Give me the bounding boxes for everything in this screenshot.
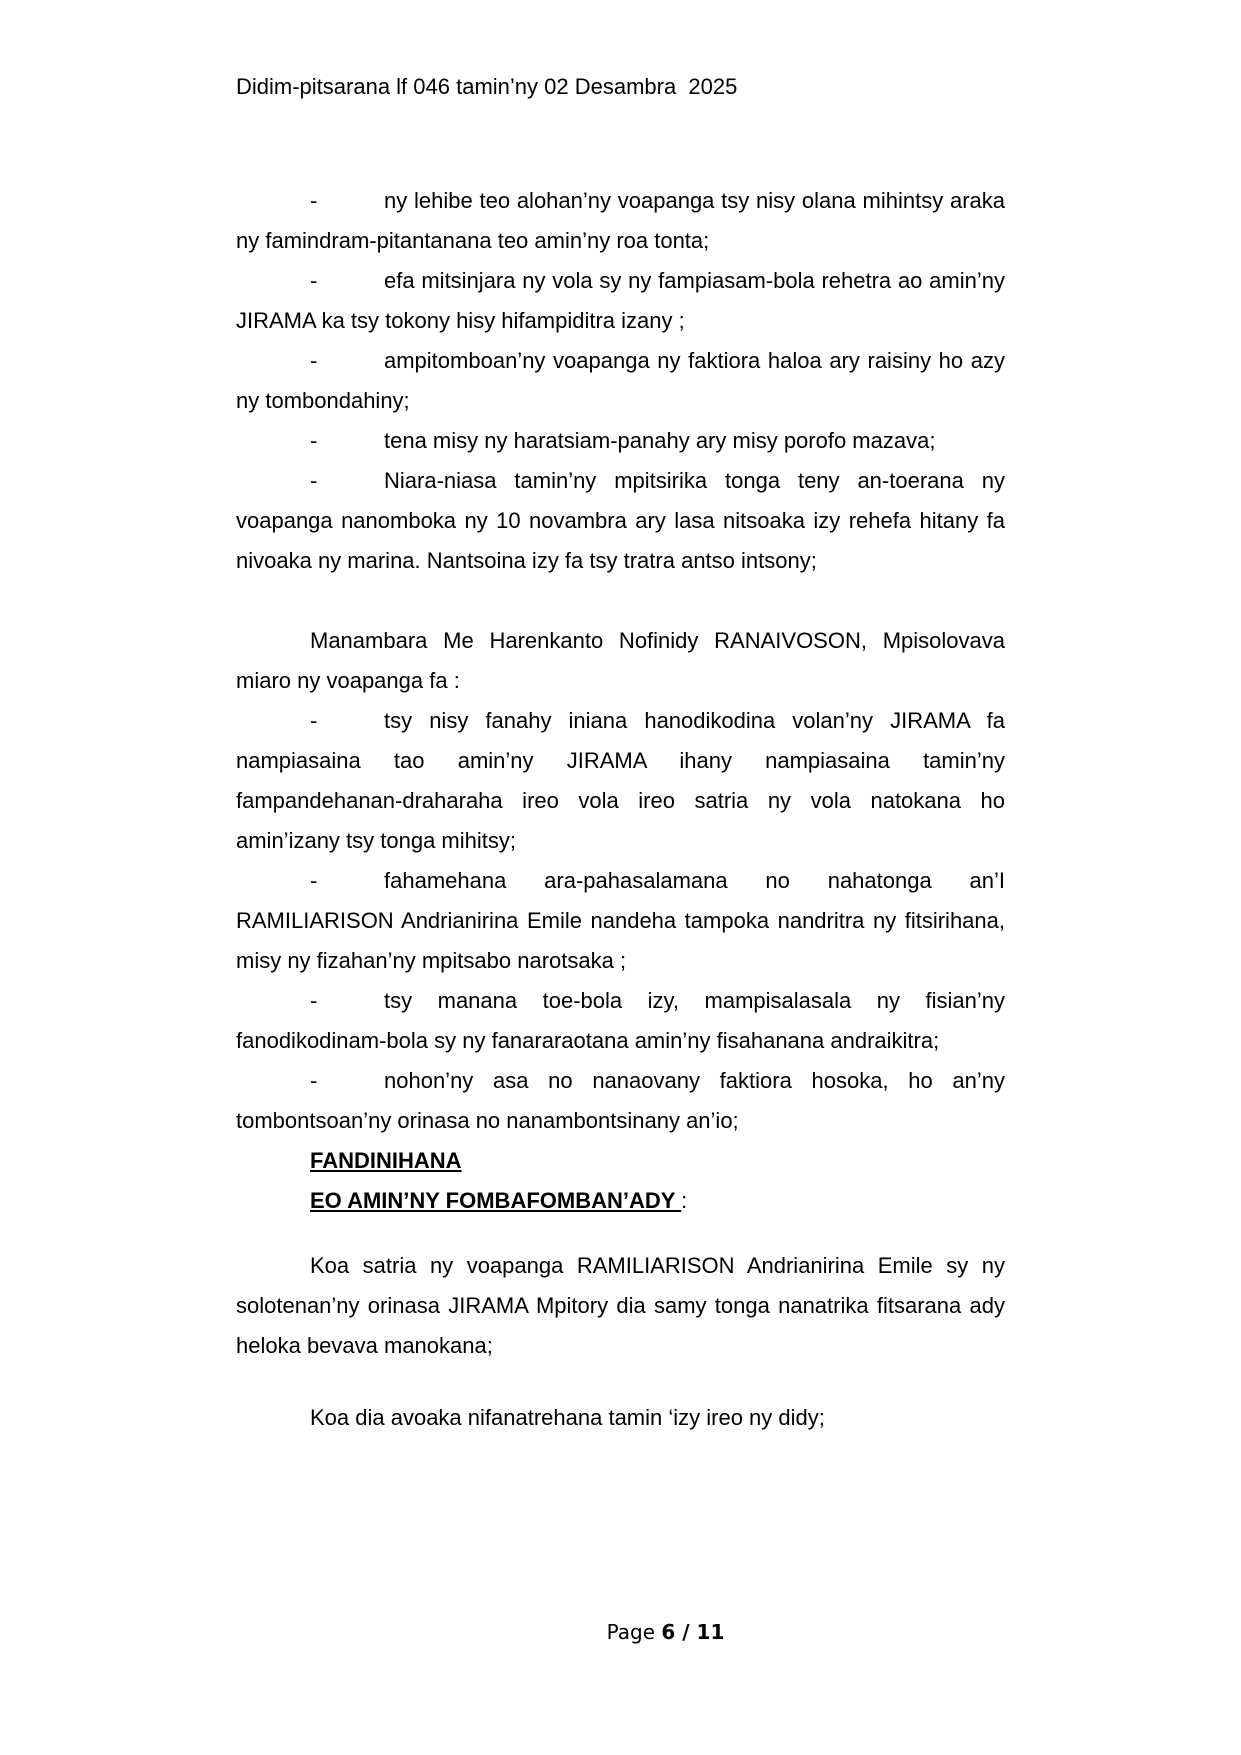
list-item	[236, 861, 1005, 981]
dash-marker: -	[310, 1068, 318, 1093]
list-item-text: tsy manana toe-bola izy, mampisalasala ny fisian’ny fanodikodinam-bola sy ny fanararaotana amin’ny fisahanana andraikitra;	[236, 988, 1005, 1053]
page-total: 11	[696, 1620, 725, 1644]
page-separator: /	[675, 1620, 697, 1644]
list-item	[236, 981, 1005, 1061]
paragraph-koa-dia: Koa dia avoaka nifanatrehana tamin ‘izy ireo ny didy;	[310, 1405, 825, 1430]
dash-marker: -	[310, 428, 318, 453]
lawyer-statement: Manambara Me Harenkanto Nofinidy RANAIVOSON, Mpisolovava miaro ny voapanga fa :	[236, 628, 1005, 693]
section-heading-fandinihana: FANDINIHANA	[310, 1148, 462, 1173]
page-number-inner	[607, 1618, 725, 1646]
list-item	[236, 341, 1005, 421]
dash-marker: -	[310, 988, 318, 1013]
page-current: 6	[661, 1620, 676, 1644]
document-header: Didim-pitsarana lf 046 tamin’ny 02 Desambra 2025	[236, 74, 738, 99]
list-item-text: fahamehana ara-pahasalamana no nahatonga an’I RAMILIARISON Andrianirina Emile nandeha tampoka nandritra ny fitsirihana, misy ny fizahan’ny mpitsabo narotsaka ;	[236, 868, 1005, 973]
dash-marker: -	[310, 468, 318, 493]
dash-marker: -	[310, 188, 318, 213]
page-prefix: Page	[606, 1620, 662, 1644]
paragraph-koa-satria: Koa satria ny voapanga RAMILIARISON Andrianirina Emile sy ny solotenan’ny orinasa JIRAMA Mpitory dia samy tonga nanatrika fitsarana ady heloka bevava manokana;	[236, 1253, 1005, 1358]
heading-text: EO AMIN’NY FOMBAFOMBAN’ADY	[310, 1188, 682, 1213]
list-item-text: tsy nisy fanahy iniana hanodikodina volan’ny JIRAMA fa nampiasaina tao amin’ny JIRAMA ihany nampiasaina tamin’ny fampandehanan-draharaha ireo vola ireo satria ny vola natokana ho amin’izany tsy tonga mihitsy;	[236, 708, 1005, 853]
list-item	[236, 701, 1005, 861]
list-item	[236, 421, 1005, 461]
page-number	[0, 1618, 1241, 1646]
heading-colon: :	[681, 1188, 688, 1213]
dash-marker: -	[310, 348, 318, 373]
list-item-text: ny lehibe teo alohan’ny voapanga tsy nisy olana mihintsy araka ny famindram-pitantanana teo amin’ny roa tonta;	[236, 188, 1005, 253]
list-item-text: nohon’ny asa no nanaovany faktiora hosoka, ho an’ny tombontsoan’ny orinasa no nanambontsinany an’io;	[236, 1068, 1005, 1133]
list-item-text: efa mitsinjara ny vola sy ny fampiasam-bola rehetra ao amin’ny JIRAMA ka tsy tokony hisy hifampiditra izany ;	[236, 268, 1005, 333]
section-heading-fombafomban-ady	[236, 1181, 1005, 1221]
document-body	[236, 181, 1005, 1438]
list-item	[236, 1061, 1005, 1141]
list-item-text: ampitomboan’ny voapanga ny faktiora haloa ary raisiny ho azy ny tombondahiny;	[236, 348, 1005, 413]
arguments-list-b	[236, 701, 1005, 1141]
list-item	[236, 461, 1005, 581]
arguments-list-a	[236, 181, 1005, 581]
list-item-text: tena misy ny haratsiam-panahy ary misy porofo mazava;	[384, 428, 936, 453]
list-item	[236, 261, 1005, 341]
list-item-text: Niara-niasa tamin’ny mpitsirika tonga teny an-toerana ny voapanga nanomboka ny 10 novambra ary lasa nitsoaka izy rehefa hitany fa nivoaka ny marina. Nantsoina izy fa tsy tratra antso intsony;	[236, 468, 1005, 573]
list-item	[236, 181, 1005, 261]
dash-marker: -	[310, 868, 318, 893]
dash-marker: -	[310, 708, 318, 733]
dash-marker: -	[310, 268, 318, 293]
